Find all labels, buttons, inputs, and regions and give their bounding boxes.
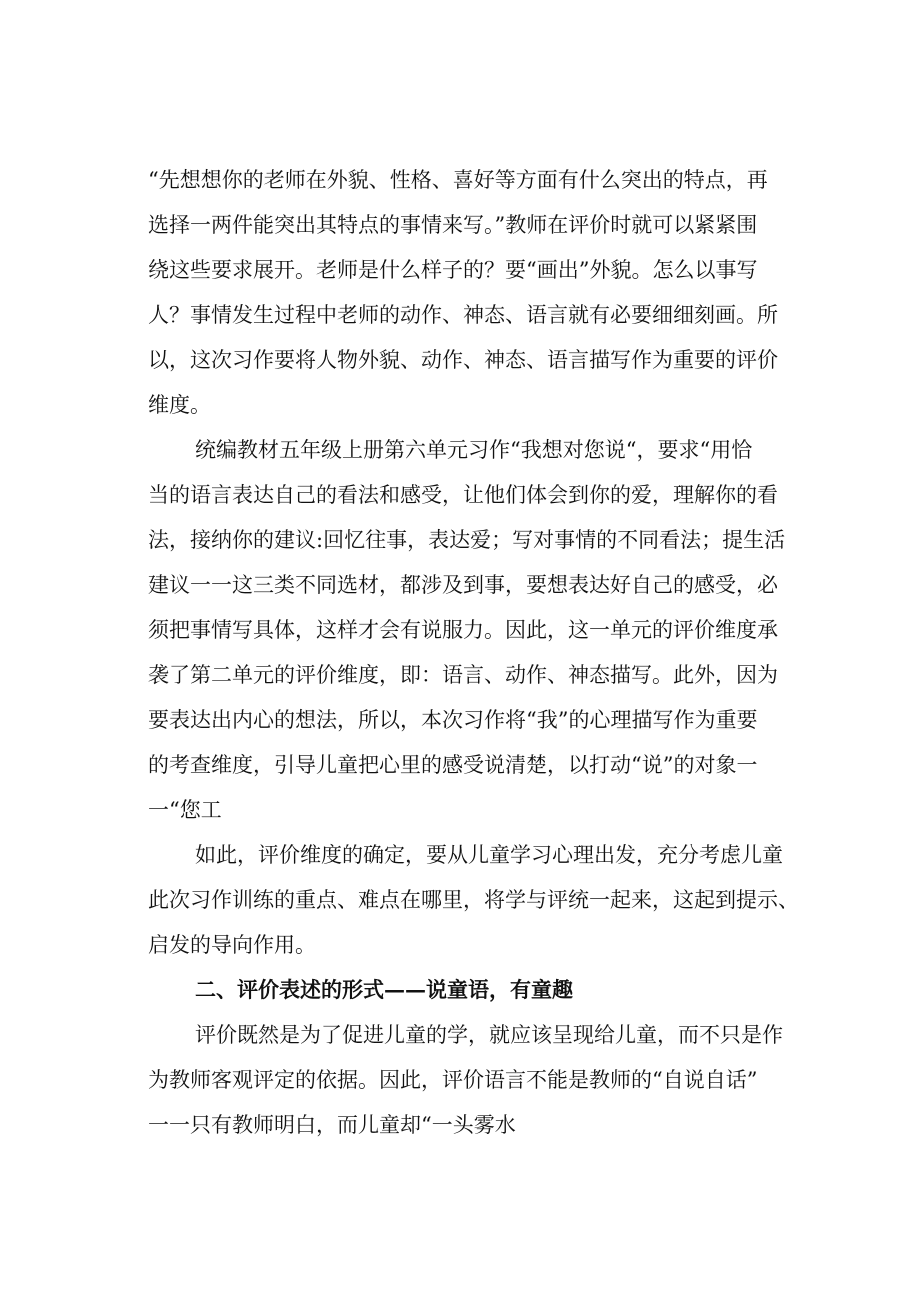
paragraph-line: 评价既然是为了促进儿童的学，就应该呈现给儿童，而不只是作 — [195, 1023, 783, 1047]
paragraph-line: 建议一一这三类不同选材，都涉及到事，要想表达好自己的感受，必 — [148, 573, 778, 597]
paragraph-line: 选择一两件能突出其特点的事情来写。”教师在评价时就可以紧紧围 — [148, 213, 758, 237]
paragraph-line: 统编教材五年级上册第六单元习作“我想对您说“，要求“用恰 — [195, 438, 753, 462]
paragraph-line: 人？事情发生过程中老师的动作、神态、语言就有必要细细刻画。所 — [148, 303, 778, 327]
paragraph-line: 此次习作训练的重点、难点在哪里，将学与评统一起来，这起到提示、 — [148, 888, 799, 912]
section-heading: 二、评价表述的形式——说童语，有童趣 — [195, 977, 573, 1002]
paragraph-line: 绕这些要求展开。老师是什么样子的？要“画出”外貌。怎么以事写 — [148, 258, 758, 282]
paragraph-line: 维度。 — [148, 393, 211, 417]
paragraph-line: “先想想你的老师在外貌、性格、喜好等方面有什么突出的特点，再 — [148, 168, 768, 192]
paragraph-line: 一“您工 — [148, 798, 222, 822]
paragraph-line: 以，这次习作要将人物外貌、动作、神态、语言描写作为重要的评价 — [148, 348, 778, 372]
paragraph-line: 要表达出内心的想法，所以，本次习作将“我”的心理描写作为重要 — [148, 708, 758, 732]
paragraph-line: 袭了第二单元的评价维度，即：语言、动作、神态描写。此外，因为 — [148, 663, 778, 687]
paragraph-line: 如此，评价维度的确定，要从儿童学习心理出发，充分考虑儿童 — [195, 843, 783, 867]
paragraph-line: 一一只有教师明白，而儿童却“一头雾水 — [148, 1113, 516, 1137]
paragraph-line: 启发的导向作用。 — [148, 933, 316, 957]
paragraph-line: 法，接纳你的建议:回忆往事，表达爱；写对事情的不同看法；提生活 — [148, 528, 786, 552]
paragraph-line: 须把事情写具体，这样才会有说服力。因此，这一单元的评价维度承 — [148, 618, 778, 642]
paragraph-line: 为教师客观评定的依据。因此，评价语言不能是教师的“自说自话” — [148, 1068, 758, 1092]
paragraph-line: 的考查维度，引导儿童把心里的感受说清楚，以打动“说”的对象一 — [148, 753, 758, 777]
paragraph-line: 当的语言表达自己的看法和感受，让他们体会到你的爱，理解你的看 — [148, 483, 778, 507]
